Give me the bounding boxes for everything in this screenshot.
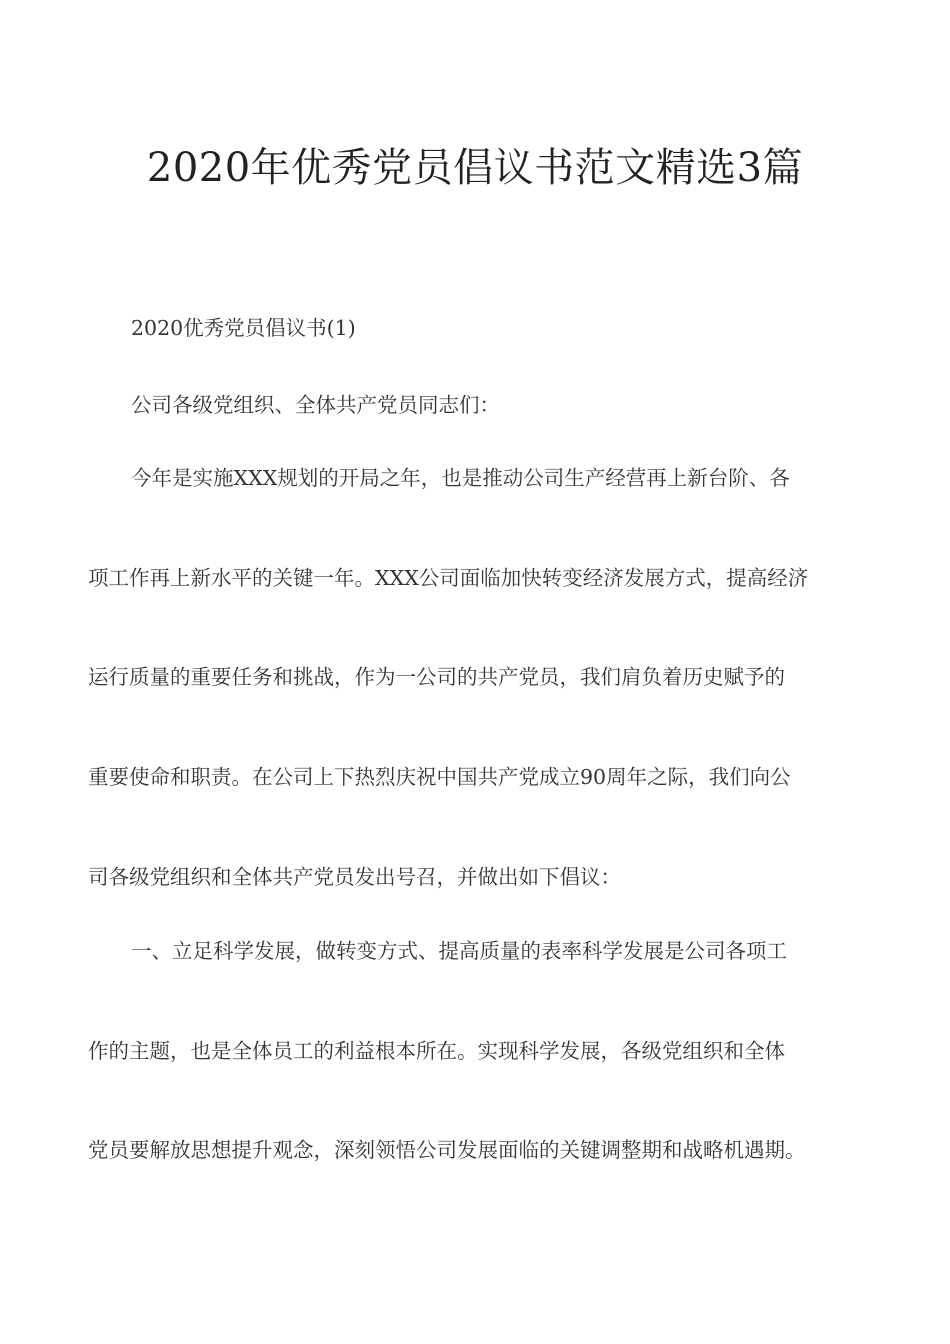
- paragraph-line: 重要使命和职责。在公司上下热烈庆祝中国共产党成立90周年之际，我们向公: [88, 765, 791, 789]
- section-heading: 2020优秀党员倡议书(1): [131, 316, 356, 340]
- paragraph-line: 党员要解放思想提升观念，深刻领悟公司发展面临的关键调整期和战略机遇期。: [88, 1138, 806, 1162]
- paragraph-line: 一、立足科学发展，做转变方式、提高质量的表率科学发展是公司各项工: [131, 939, 787, 963]
- document-title: 2020年优秀党员倡议书范文精选3篇: [146, 145, 804, 191]
- paragraph-line: 作的主题，也是全体员工的利益根本所在。实现科学发展，各级党组织和全体: [88, 1039, 785, 1063]
- paragraph-line: 司各级党组织和全体共产党员发出号召，并做出如下倡议：: [88, 865, 621, 889]
- salutation: 公司各级党组织、全体共产党员同志们：: [131, 393, 500, 417]
- paragraph-line: 运行质量的重要任务和挑战，作为一公司的共产党员，我们肩负着历史赋予的: [88, 665, 785, 689]
- paragraph-line: 今年是实施XXX规划的开局之年，也是推动公司生产经营再上新台阶、各: [131, 466, 790, 490]
- paragraph-line: 项工作再上新水平的关键一年。XXX公司面临加快转变经济发展方式，提高经济: [88, 566, 809, 590]
